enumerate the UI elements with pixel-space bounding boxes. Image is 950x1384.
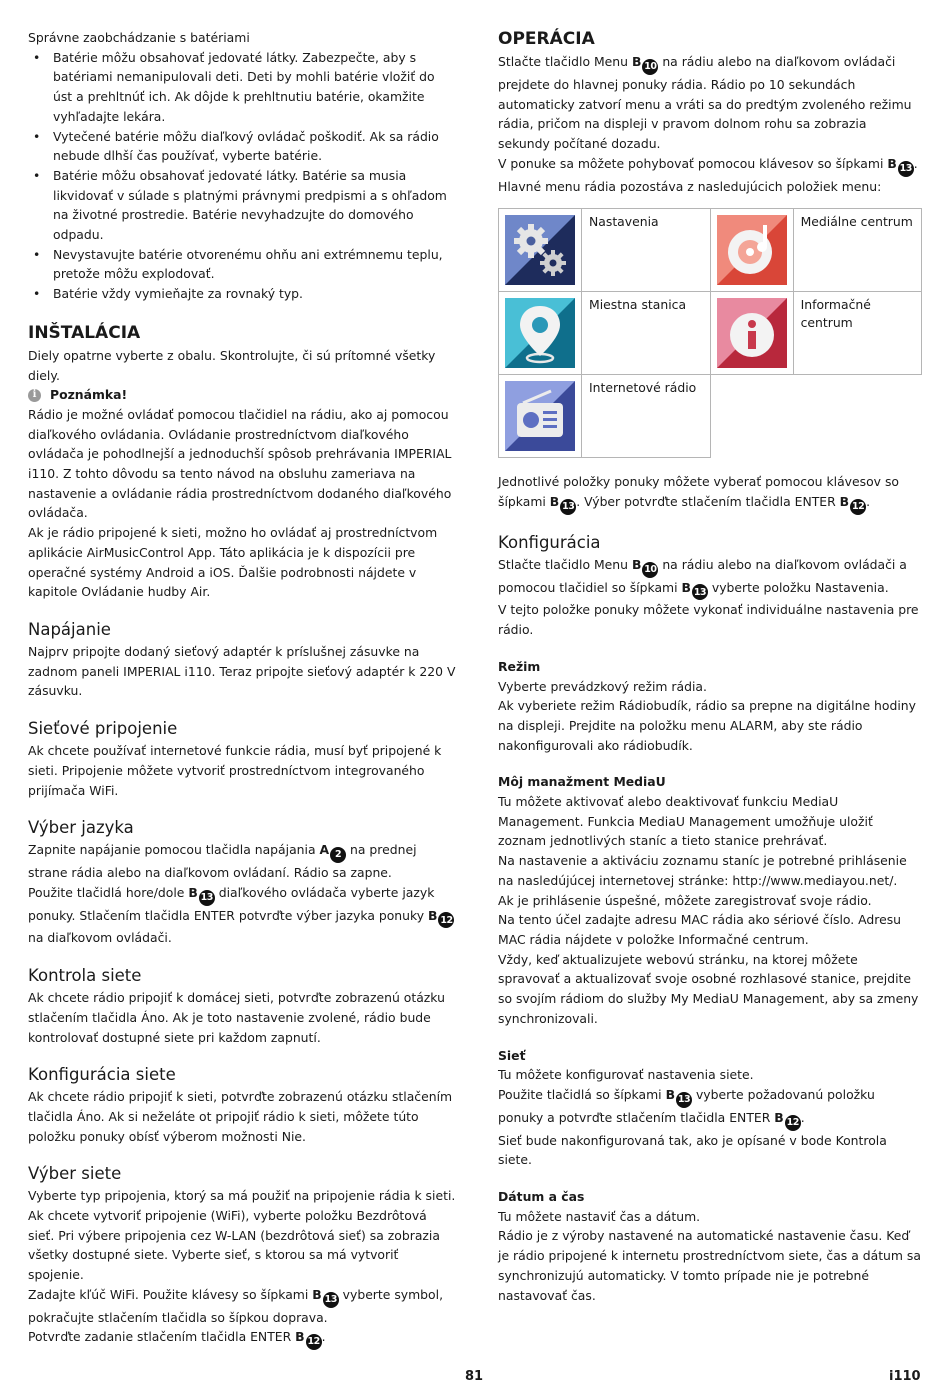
number-badge: 13 <box>692 584 708 600</box>
number-badge: 12 <box>850 499 866 515</box>
network-select-p2: Ak chcete vytvoriť pripojenie (WiFi), vyberte položku Bezdrôtová sieť. Pri výbere pripojenia cez W-LAN (bezdrôtová sieť) sa zobrazia všetky dostupné siete. Vyberte sieť, s ktorou sa má vytvoriť spojenie. <box>28 1208 440 1283</box>
note-label: Poznámka! <box>50 387 128 403</box>
number-badge: 13 <box>323 1292 339 1308</box>
button-ref-b13: B 13 <box>312 1285 338 1308</box>
internet-radio-icon <box>505 381 575 451</box>
battery-list <box>28 48 456 304</box>
mode-p1: Vyberte prevádzkový režim rádia. <box>498 678 707 694</box>
button-ref-a2: A 2 <box>320 840 347 863</box>
network-select-p3: Zadajte kľúč WiFi. Použite klávesy so šípkami B 13 vyberte symbol, pokračujte stlačením tlačidla so šípkou doprava. <box>28 1286 444 1325</box>
operation-p3: Hlavné menu rádia pozostáva z nasledujúcich položiek menu: <box>498 178 882 194</box>
mediau-p3: Ak je prihlásenie úspešné, môžete zaregistrovať svoje rádio. <box>498 892 872 908</box>
network-select-p1: Vyberte typ pripojenia, ktorý sa má použiť na pripojenie rádia k sieti. <box>28 1188 456 1204</box>
button-ref-b12: B 12 <box>840 492 866 515</box>
location-pin-icon <box>505 298 575 368</box>
section-title-power: Napájanie <box>28 619 111 639</box>
mediau-p2: Na nastavenie a aktiváciu zoznamu staníc je potrebné prihlásenie na nasledújúcej internetovej stránke: http://www.mediayou.net/. <box>498 853 907 888</box>
button-ref-b13: B 13 <box>681 578 707 601</box>
section-title-network-select: Výber siete <box>28 1164 122 1184</box>
menu-icon-cell <box>499 375 582 458</box>
language-paragraph-2: Použite tlačidlá hore/dole B 13 diaľkového ovládača vyberte jazyk ponuky. Stlačením tlačidla ENTER potvrďte výber jazyka ponuky B 12 na diaľkovom ovládači. <box>28 884 453 946</box>
button-ref-b13: B 13 <box>188 883 214 906</box>
subsection-title-mode: Režim <box>498 658 541 674</box>
install-text: Diely opatrne vyberte z obalu. Skontrolujte, či sú prítomné všetky diely. <box>28 347 436 383</box>
number-badge: 12 <box>306 1334 322 1350</box>
menu-item-settings: Nastavenia <box>582 209 711 292</box>
list-item: • Batérie môžu obsahovať jedovaté látky. Batérie sa musia likvidovať v súlade s platnými právnymi predpismi a s ohľadom na životné prostredie. Batérie nevyhadzujte do domového odpadu. <box>28 166 456 245</box>
number-badge: 10 <box>642 59 658 75</box>
note-text-2: Ak je rádio pripojené k sieti, možno ho ovládať aj prostredníctvom aplikácie AirMusicControl App. Táto aplikácia je k dispozícii pre operačné systémy Android a iOS. Ďalšie podrobnosti nájdete v kapitole Ovládanie hudby Air. <box>28 525 438 600</box>
number-badge: 12 <box>785 1115 801 1131</box>
menu-item-internet-radio: Internetové rádio <box>582 375 711 458</box>
number-badge: 13 <box>898 161 914 177</box>
settings-gear-icon <box>505 215 575 285</box>
number-badge: 13 <box>560 499 576 515</box>
note-text: Rádio je možné ovládať pomocou tlačidiel na rádiu, ako aj pomocou diaľkového ovládania. Ovládanie prostredníctvom diaľkového ovládača je pohodlnejší a jednoduchší spôsob prehrávania IMPERIAL i110. Z tohto dôvodu sa tento návod na obsluhu zameriava na nastavenie a ovládanie rádia prostredníctvom dodaného diaľkového ovládača. <box>28 406 452 521</box>
button-ref-b10: B 10 <box>632 52 658 75</box>
operation-p4: Jednotlivé položky ponuky môžete vyberať pomocou klávesov so šípkami B 13 . Výber potvrďte stlačením tlačidla ENTER B 12 . <box>498 472 922 515</box>
network-connection-text: Ak chcete používať internetové funkcie rádia, musí byť pripojené k sieti. Pripojenie môžete vytvoriť prostredníctvom integrovaného prijímača WiFi. <box>28 743 442 798</box>
mediau-p5: Vždy, keď aktualizujete webovú stránku, na ktorej môžete spravovať a aktualizovať svoje osobné rozhlasové stanice, prejdite so svojím rádiom do služby My MediaU Management, aby sa zmeny synchronizovali. <box>498 951 919 1026</box>
date-time-p1: Tu môžete nastaviť čas a dátum. <box>498 1208 701 1224</box>
list-item: • Vytečené batérie môžu diaľkový ovládač poškodiť. Ak sa rádio nebude dlhší čas používať, vyberte batérie. <box>28 127 456 166</box>
network-p2: Použite tlačidlá so šípkami B 13 vyberte požadovanú položku ponuky a potvrďte stlačením tlačidla ENTER B 12 . <box>498 1085 922 1131</box>
configuration-p2: V tejto položke ponuky môžete vykonať individuálne nastavenia pre rádio. <box>498 602 919 638</box>
menu-item-local-station: Miestna stanica <box>582 292 711 375</box>
network-check-text: Ak chcete rádio pripojiť k domácej sieti, potvrďte zobrazenú otázku stlačením tlačidla Áno. Ak je toto nastavenie zvolené, rádio bude kontrolovať dostupné siete pri každom zapnutí. <box>28 990 445 1045</box>
power-text: Najprv pripojte dodaný sieťový adaptér k príslušnej zásuvke na zadnom paneli IMPERIAL i110. Teraz pripojte sieťový adaptér k 220 V zásuvku. <box>28 643 456 699</box>
mode-p2: Ak vyberiete režim Rádiobudík, rádio sa prepne na digitálne hodiny na displeji. Prejdite na položku menu ALARM, aby ste rádio nakonfigurovali ako rádiobudík. <box>498 698 916 753</box>
menu-icon-cell <box>710 292 793 375</box>
menu-item-info-center: Informačné centrum <box>793 292 921 375</box>
language-paragraph-1: Zapnite napájanie pomocou tlačidla napájania A 2 na prednej strane rádia alebo na diaľkovom ovládaní. Rádio sa zapne. <box>28 842 417 881</box>
mediau-p4: Na tento účel zadajte adresu MAC rádia ako sériové číslo. Adresu MAC rádia nájdete v položke Informačné centrum. <box>498 912 902 947</box>
network-select-p4: Potvrďte zadanie stlačením tlačidla ENTER B 12 . <box>28 1327 456 1350</box>
configuration-p1: Stlačte tlačidlo Menu B 10 na rádiu alebo na diaľkovom ovládači a pomocou tlačidiel so šípkami B 13 vyberte položku Nastavenia. <box>498 555 922 601</box>
info-center-icon <box>717 298 787 368</box>
mediau-p1: Tu môžete aktivovať alebo deaktivovať funkciu MediaU Management. Funkcia MediaU Management umožňuje uložiť zoznam jednotlivých staníc a tieto stanice prehrávať. <box>498 794 873 849</box>
right-column <box>498 28 922 1305</box>
network-p3: Sieť bude nakonfigurovaná tak, ako je opísané v bode Kontrola siete. <box>498 1132 887 1168</box>
list-item: • Batérie vždy vymieňajte za rovnaký typ. <box>28 284 456 304</box>
number-badge: 13 <box>199 890 215 906</box>
number-badge: 2 <box>330 847 346 863</box>
menu-icon-cell <box>499 209 582 292</box>
button-ref-b10: B 10 <box>632 555 658 578</box>
menu-item-media-center: Mediálne centrum <box>793 209 921 292</box>
model-name: i110 <box>889 1369 921 1384</box>
battery-intro: Správne zaobchádzanie s batériami <box>28 30 250 45</box>
button-ref-b13: B 13 <box>887 154 913 177</box>
list-item: • Nevystavujte batérie otvorenému ohňu ani extrémnemu teplu, pretože môžu explodovať. <box>28 245 456 284</box>
button-ref-b12: B 12 <box>428 906 454 929</box>
button-ref-b12: B 12 <box>774 1108 800 1131</box>
section-title-language: Výber jazyka <box>28 818 134 838</box>
section-title-network-check: Kontrola siete <box>28 966 142 986</box>
button-ref-b13: B 13 <box>666 1085 692 1108</box>
button-ref-b13: B 13 <box>550 492 576 515</box>
section-title-configuration: Konfigurácia <box>498 532 601 552</box>
subsection-title-network: Sieť <box>498 1047 526 1063</box>
operation-p2: V ponuke sa môžete pohybovať pomocou klávesov so šípkami B 13 . <box>498 154 922 177</box>
menu-icon-cell <box>499 292 582 375</box>
section-title-network-connection: Sieťové pripojenie <box>28 719 178 739</box>
left-column <box>28 28 456 1350</box>
operation-p1: Stlačte tlačidlo Menu B 10 na rádiu alebo na diaľkovom ovládači prejdete do hlavnej ponuky rádia. Rádio po 10 sekundách automaticky zatvorí menu a vráti sa do predtým zvoleného režimu rádia, pričom na displeji v pravom dolnom rohu sa zobrazia sekundy počítané dozadu. <box>498 54 912 151</box>
number-badge: 12 <box>438 912 454 928</box>
menu-icon-cell <box>710 209 793 292</box>
list-item: • Batérie môžu obsahovať jedovaté látky. Zabezpečte, aby s batériami nemanipulovali deti. Deti by mohli batérie vložiť do úst a prehltnúť ich. Ak dôjde k prehltnutiu batérie, okamžite vyhľadajte lekára. <box>28 48 456 127</box>
section-title-network-config: Konfigurácia siete <box>28 1065 176 1085</box>
button-ref-b12: B 12 <box>295 1327 321 1350</box>
page-number: 81 <box>465 1369 484 1384</box>
number-badge: 10 <box>642 562 658 578</box>
date-time-p2: Rádio je z výroby nastavené na automatické nastavenie času. Keď je rádio pripojené k internetu prostredníctvom siete, čas a dátum sa synchronizujú automaticky. V tomto prípade nie je potrebné nastavovať čas. <box>498 1228 921 1303</box>
section-title-installation: INŠTALÁCIA <box>28 322 141 343</box>
note-heading <box>28 385 456 405</box>
number-badge: 13 <box>676 1092 692 1108</box>
section-title-operation: OPERÁCIA <box>498 29 595 49</box>
subsection-title-mediau: Môj manažment MediaU <box>498 774 666 790</box>
subsection-title-date-time: Dátum a čas <box>498 1189 585 1204</box>
info-icon: i <box>28 389 41 402</box>
media-disc-icon <box>717 215 787 285</box>
network-config-text: Ak chcete rádio pripojiť k sieti, potvrďte zobrazenú otázku stlačením tlačidla Áno. Ak si neželáte ot pripojiť rádio k sieti, môžete túto položku ponuky obísť výberom možnosti Nie. <box>28 1089 453 1144</box>
network-p1: Tu môžete konfigurovať nastavenia siete. <box>498 1067 754 1083</box>
main-menu-table <box>498 208 922 458</box>
